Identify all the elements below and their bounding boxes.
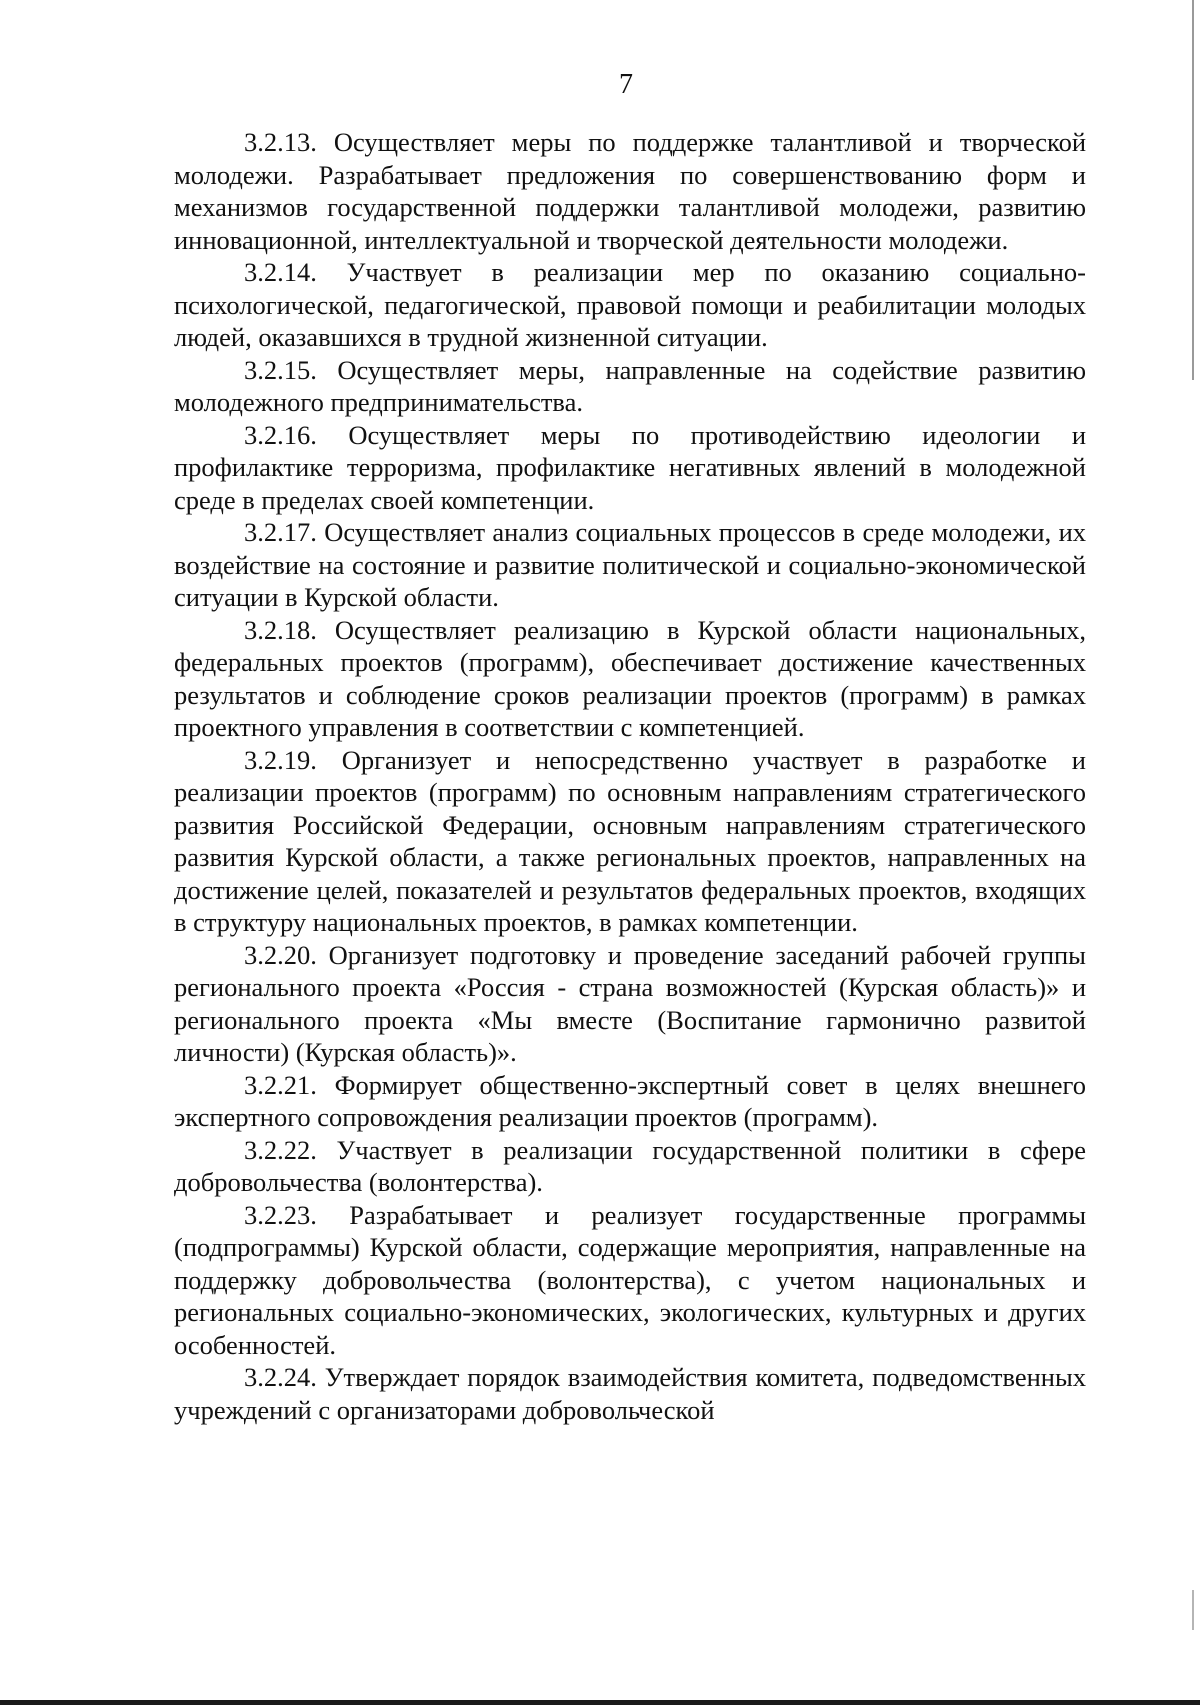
- paragraph-3-2-15: 3.2.15. Осуществляет меры, направленные на содействие развитию молодежного предпринимательства.: [174, 354, 1086, 417]
- document-body: [174, 126, 1086, 1426]
- paragraph-3-2-20: 3.2.20. Организует подготовку и проведение заседаний рабочей группы регионального проекта «Россия - страна возможностей (Курская область)» и регионального проекта «Мы вместе (Воспитание гармонично развитой личности) (Курская область)».: [174, 939, 1086, 1067]
- paragraph-3-2-22: 3.2.22. Участвует в реализации государственной политики в сфере добровольчества (волонтерства).: [174, 1134, 1086, 1197]
- paragraph-3-2-16: 3.2.16. Осуществляет меры по противодействию идеологии и профилактике терроризма, профилактике негативных явлений в молодежной среде в пределах своей компетенции.: [174, 419, 1086, 515]
- paragraph-3-2-19: 3.2.19. Организует и непосредственно участвует в разработке и реализации проектов (программ) по основным направлениям стратегического развития Российской Федерации, основным направлениям стратегического развития Курской области, а также региональных проектов, направленных на достижение целей, показателей и результатов федеральных проектов, входящих в структуру национальных проектов, в рамках компетенции.: [174, 744, 1086, 937]
- paragraph-3-2-14: 3.2.14. Участвует в реализации мер по оказанию социально-психологической, педагогической, правовой помощи и реабилитации молодых людей, оказавшихся в трудной жизненной ситуации.: [174, 257, 1086, 352]
- paragraph-3-2-13: 3.2.13. Осуществляет меры по поддержке талантливой и творческой молодежи. Разрабатывает предложения по совершенствованию форм и механизмов государственной поддержки талантливой молодежи, развитию инновационной, интеллектуальной и творческой деятельности молодежи.: [174, 127, 1086, 255]
- scan-edge-mark: [1192, 1590, 1194, 1630]
- paragraph-3-2-18: 3.2.18. Осуществляет реализацию в Курской области национальных, федеральных проектов (программ), обеспечивает достижение качественных результатов и соблюдение сроков реализации проектов (программ) в рамках проектного управления в соответствии с компетенцией.: [174, 614, 1086, 742]
- scan-edge-bottom: [0, 1700, 1200, 1705]
- page-number: 7: [619, 69, 633, 100]
- paragraph-3-2-17: 3.2.17. Осуществляет анализ социальных процессов в среде молодежи, их воздействие на состояние и развитие политической и социально-экономической ситуации в Курской области.: [174, 517, 1086, 612]
- paragraph-3-2-21: 3.2.21. Формирует общественно-экспертный совет в целях внешнего экспертного сопровождения реализации проектов (программ).: [174, 1069, 1086, 1132]
- scan-edge-right: [1192, 0, 1194, 380]
- paragraph-3-2-23: 3.2.23. Разрабатывает и реализует государственные программы (подпрограммы) Курской области, содержащие мероприятия, направленные на поддержку добровольчества (волонтерства), с учетом национальных и региональных социально-экономических, экологических, культурных и других особенностей.: [174, 1199, 1086, 1360]
- paragraph-3-2-24: 3.2.24. Утверждает порядок взаимодействия комитета, подведомственных учреждений с организаторами добровольческой: [174, 1362, 1086, 1425]
